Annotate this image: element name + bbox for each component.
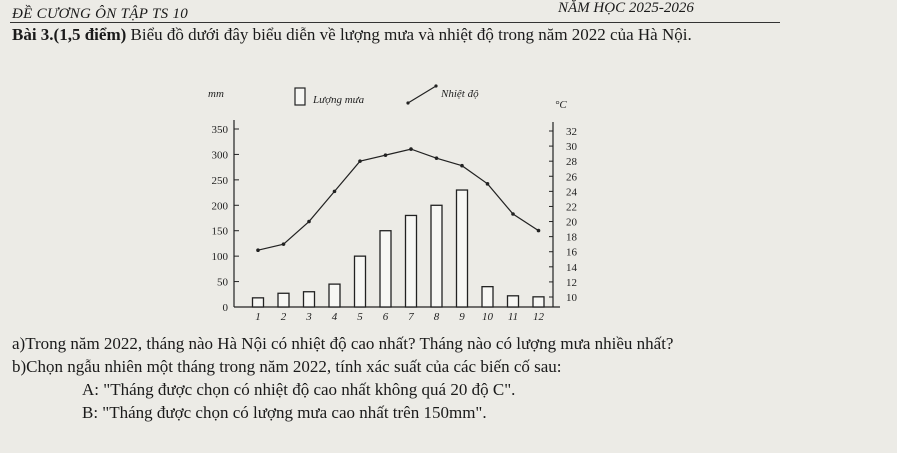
- bar-rainfall-6: [380, 231, 391, 307]
- month-label: 3: [306, 311, 312, 323]
- left-tick-label: 250: [211, 174, 228, 187]
- point-temperature-4: [333, 190, 337, 194]
- left-tick-label: 0: [222, 302, 228, 314]
- bar-rainfall-4: [329, 284, 340, 307]
- legend-rainfall-swatch: [295, 88, 305, 105]
- legend-temperature-dot: [434, 84, 437, 87]
- bar-rainfall-5: [355, 256, 366, 307]
- point-temperature-10: [486, 182, 490, 186]
- legend-temperature-swatch: [408, 86, 436, 103]
- left-tick-label: 200: [211, 200, 228, 213]
- month-label: 12: [533, 311, 544, 323]
- bar-rainfall-2: [278, 293, 289, 307]
- event-b: B: "Tháng được chọn có lượng mưa cao nhất trên 150mm".: [82, 403, 487, 422]
- bar-rainfall-1: [253, 298, 264, 307]
- event-a: A: "Tháng được chọn có nhiệt độ cao nhất không quá 20 độ C".: [82, 380, 516, 399]
- right-tick-label: 16: [566, 246, 577, 259]
- right-tick-label: 14: [566, 261, 577, 274]
- point-temperature-5: [358, 159, 362, 163]
- bar-rainfall-8: [431, 205, 442, 307]
- right-tick-label: 20: [566, 216, 577, 229]
- point-temperature-6: [384, 153, 388, 157]
- month-label: 4: [331, 311, 338, 323]
- legend-temperature-dot: [406, 101, 409, 104]
- legend-temperature-label: Nhiệt độ: [441, 88, 479, 100]
- bar-rainfall-7: [406, 215, 417, 307]
- header-right: NĂM HỌC 2025-2026: [558, 0, 694, 16]
- point-temperature-7: [409, 147, 413, 151]
- legend-rainfall-label: Lượng mưa: [313, 94, 365, 106]
- right-tick-label: 22: [566, 201, 577, 214]
- point-temperature-2: [282, 242, 286, 246]
- bar-rainfall-12: [533, 297, 544, 307]
- right-tick-label: 12: [566, 276, 577, 289]
- month-label: 8: [433, 311, 440, 323]
- month-label: 1: [255, 311, 261, 323]
- month-label: 9: [459, 311, 465, 323]
- point-temperature-11: [511, 212, 515, 216]
- questions: [12, 332, 882, 424]
- right-tick-label: 26: [566, 171, 577, 184]
- line-temperature: [258, 149, 539, 250]
- problem-label: Bài 3.(1,5 điểm): [12, 25, 127, 44]
- left-tick-label: 50: [217, 276, 228, 289]
- point-temperature-8: [435, 156, 439, 160]
- month-label: 2: [280, 311, 287, 323]
- bar-rainfall-3: [304, 292, 315, 307]
- header-left: ĐỀ CƯƠNG ÔN TẬP TS 10: [12, 6, 189, 22]
- month-label: 5: [357, 311, 363, 323]
- month-label: 7: [408, 311, 414, 323]
- left-tick-label: 150: [211, 225, 228, 238]
- right-tick-label: 10: [566, 292, 577, 304]
- month-label: 10: [482, 311, 493, 323]
- point-temperature-12: [537, 229, 541, 233]
- right-tick-label: 18: [566, 231, 577, 244]
- left-axis-unit: mm: [208, 88, 224, 100]
- question-a: a)Trong năm 2022, tháng nào Hà Nội có nhiệt độ cao nhất? Tháng nào có lượng mưa nhiều nhất?: [12, 334, 674, 353]
- point-temperature-9: [460, 164, 464, 168]
- point-temperature-1: [256, 248, 260, 252]
- question-b: b)Chọn ngẫu nhiên một tháng trong năm 2022, tính xác suất của các biến cố sau:: [12, 357, 562, 376]
- right-tick-label: 24: [566, 186, 577, 199]
- left-tick-label: 100: [211, 251, 228, 264]
- month-label: 6: [382, 311, 389, 323]
- bar-rainfall-10: [482, 287, 493, 307]
- problem-text: Biểu đồ dưới đây biểu diễn về lượng mưa và nhiệt độ trong năm 2022 của Hà Nội.: [126, 25, 692, 44]
- left-tick-label: 350: [211, 124, 228, 136]
- left-tick-label: 300: [211, 149, 228, 162]
- right-tick-label: 32: [566, 126, 577, 138]
- bar-rainfall-9: [457, 190, 468, 307]
- right-tick-label: 30: [566, 141, 577, 154]
- month-label: 11: [507, 311, 519, 323]
- bar-rainfall-11: [508, 296, 519, 307]
- point-temperature-3: [307, 220, 311, 224]
- right-axis-unit: °C: [555, 99, 567, 111]
- right-tick-label: 28: [566, 156, 577, 169]
